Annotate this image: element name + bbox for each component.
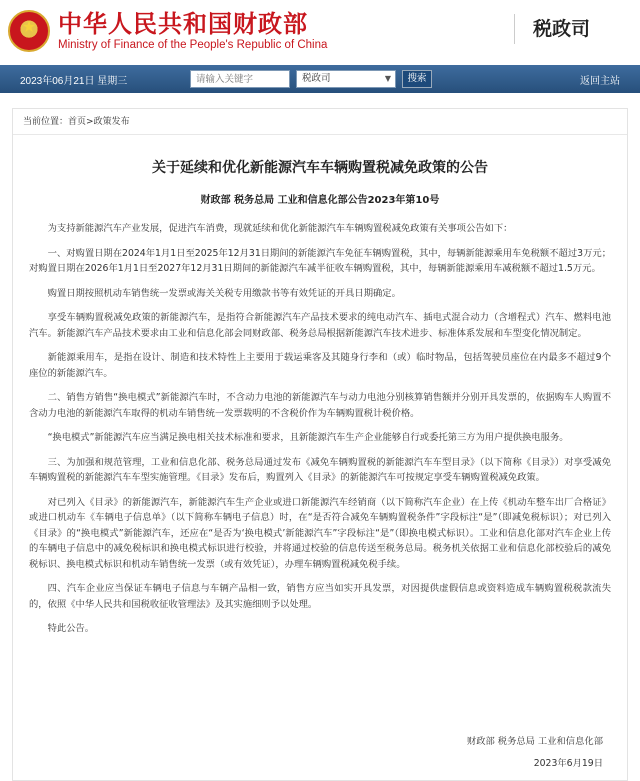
site-title-en[interactable]: Ministry of Finance of the People's Republic of China xyxy=(58,39,328,51)
breadcrumb-current[interactable]: 政策发布 xyxy=(93,117,130,127)
article-paragraph: 三、为加强和规范管理，工业和信息化部、税务总局通过发布《减免车辆购置税的新能源汽车车型目录》（以下简称《目录》）对享受减免车辆购置税的新能源汽车车型实施管理。《目录》发布后，购置列入《目录》的新能源汽车可按规定享受车辆购置税减免政策。 xyxy=(29,456,611,483)
breadcrumb-separator: > xyxy=(86,117,94,127)
article-paragraph: 为支持新能源汽车产业发展，促进汽车消费，现就延续和优化新能源汽车车辆购置税减免政策有关事项公告如下： xyxy=(47,223,513,234)
scope-select-value: 税政司 xyxy=(302,73,331,84)
article-title: 关于延续和优化新能源汽车车辆购置税减免政策的公告 xyxy=(152,160,488,176)
return-main-site-link[interactable]: 返回主站 xyxy=(580,75,620,87)
search-input[interactable] xyxy=(190,70,290,88)
content-card xyxy=(12,108,628,781)
article-paragraph: 特此公告。 xyxy=(47,623,95,634)
article-paragraph: 一、对购置日期在2024年1月1日至2025年12月31日期间的新能源汽车免征车辆购置税，其中，每辆新能源乘用车免税额不超过3万元；对购置日期在2026年1月1日至2027年12月31日期间的新能源汽车减半征收车辆购置税，其中，每辆新能源乘用车减税额不超过1.5万元。 xyxy=(29,247,611,274)
top-navbar xyxy=(0,65,640,93)
breadcrumb-label: 当前位置： xyxy=(23,117,69,127)
signature-organizations: 财政部 税务总局 工业和信息化部 xyxy=(466,736,603,747)
article xyxy=(13,157,627,637)
article-paragraph: 四、汽车企业应当保证车辆电子信息与车辆产品相一致，销售方应当如实开具发票，对因提供虚假信息或资料造成车辆购置税税款流失的，依照《中华人民共和国税收征收管理法》及其实施细则予以处理。 xyxy=(29,583,611,610)
breadcrumb-home[interactable]: 首页 xyxy=(68,117,87,127)
site-title[interactable] xyxy=(58,10,327,52)
site-header xyxy=(0,0,640,62)
search-button[interactable]: 搜索 xyxy=(402,70,432,88)
scope-select[interactable] xyxy=(296,70,396,88)
article-subtitle: 财政部 税务总局 工业和信息化部公告2023年第10号 xyxy=(200,195,440,206)
department-name[interactable]: 税政司 xyxy=(514,14,590,44)
chevron-down-icon: ▼ xyxy=(384,74,391,83)
article-paragraph: “换电模式”新能源汽车应当满足换电相关技术标准和要求，且新能源汽车生产企业能够自行或委托第三方为用户提供换电服务。 xyxy=(47,432,569,443)
signature-date: 2023年6月19日 xyxy=(533,758,603,769)
article-paragraph: 对已列入《目录》的新能源汽车，新能源汽车生产企业或进口新能源汽车经销商（以下简称汽车企业）在上传《机动车整车出厂合格证》或进口机动车《车辆电子信息单》（以下简称车辆电子信息）时，在“是否符合减免车辆购置税条件”字段标注“是”（即减免税标识）；对已列入《目录》的“换电模式”新能源汽车，还应在“是否为‘换电模式’新能源汽车”字段标注“是”（即换电模式标识）。工业和信息化部对汽车企业上传的车辆电子信息中的减免税标识和换电模式标识进行校验，并将通过校验的信息传送至税务总局。税务机关依据工业和信息化部校验后的减免税标识、换电模式标识和机动车销售统一发票（或有效凭证），办理车辆购置税减免税手续。 xyxy=(29,496,611,570)
breadcrumb xyxy=(13,109,627,135)
article-paragraph: 购置日期按照机动车销售统一发票或海关关税专用缴款书等有效凭证的开具日期确定。 xyxy=(47,287,401,299)
site-title-cn[interactable]: 中华人民共和国财政部 xyxy=(58,9,308,38)
article-paragraph: 二、销售方销售“换电模式”新能源汽车时，不含动力电池的新能源汽车与动力电池分别核算销售额并分别开具发票的，依据购车人购置不含动力电池的新能源汽车取得的机动车销售统一发票载明的不含税价作为车辆购置税计税价格。 xyxy=(29,392,611,419)
article-paragraph: 新能源乘用车，是指在设计、制造和技术特性上主要用于载运乘客及其随身行李和（或）临时物品，包括驾驶员座位在内最多不超过9个座位的新能源汽车。 xyxy=(29,352,611,379)
article-paragraph: 享受车辆购置税减免政策的新能源汽车，是指符合新能源汽车产品技术要求的纯电动汽车、插电式混合动力（含增程式）汽车、燃料电池汽车。新能源汽车产品技术要求由工业和信息化部会同财政部、税务总局根据新能源汽车技术进步、标准体系发展和车型变化情况制定。 xyxy=(29,312,611,339)
current-date: 2023年06月21日 星期三 xyxy=(20,75,128,87)
national-emblem-icon[interactable] xyxy=(8,10,50,52)
